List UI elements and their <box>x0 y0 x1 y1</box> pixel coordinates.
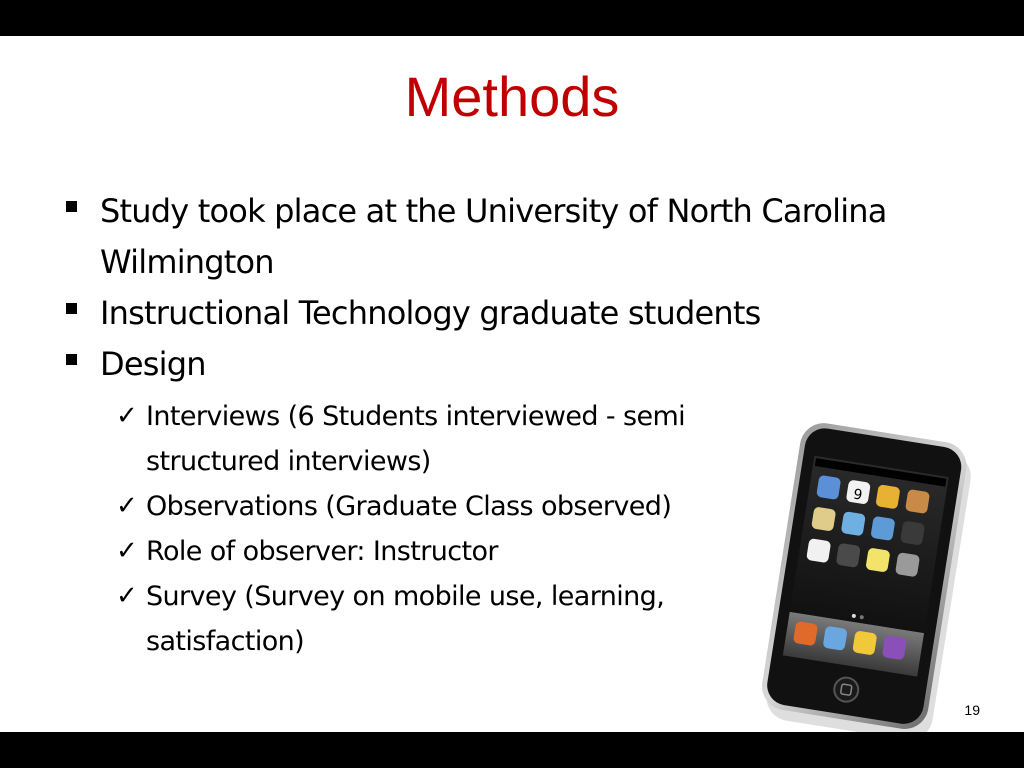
checkmark-icon: ✓ <box>116 401 138 431</box>
top-black-bar <box>0 0 1024 36</box>
slide-title: Methods <box>404 65 620 128</box>
main-bullet-list <box>62 186 922 390</box>
ipod-touch-image <box>750 418 990 738</box>
square-bullet-icon <box>66 354 77 365</box>
sub-bullet-survey <box>116 574 816 664</box>
bullet-participants <box>62 288 922 339</box>
bottom-black-bar <box>0 732 1024 768</box>
checkmark-icon: ✓ <box>116 536 138 566</box>
checkmark-icon: ✓ <box>116 491 138 521</box>
bullet-text: Instructional Technology graduate students <box>100 294 761 332</box>
sub-bullet-interviews <box>116 394 816 484</box>
sub-bullet-text: Observations (Graduate Class observed) <box>146 491 672 522</box>
sub-bullet-text: Role of observer: Instructor <box>146 536 498 567</box>
square-bullet-icon <box>66 303 77 314</box>
calendar-day: 9 <box>852 486 864 504</box>
square-bullet-icon <box>66 201 77 212</box>
sub-bullet-text: Survey (Survey on mobile use, learning, satisfaction) <box>146 581 665 657</box>
sub-bullet-observations <box>116 484 816 529</box>
sub-bullet-observer-role <box>116 529 816 574</box>
bullet-text: Study took place at the University of North Carolina Wilmington <box>100 192 887 281</box>
checkmark-icon: ✓ <box>116 581 138 611</box>
bullet-design <box>62 339 922 390</box>
bullet-text: Design <box>100 345 206 383</box>
design-sub-list <box>116 394 816 664</box>
sub-bullet-text: Interviews (6 Students interviewed - semi structured interviews) <box>146 401 686 477</box>
bullet-study-location <box>62 186 922 288</box>
page-number: 19 <box>964 702 980 718</box>
